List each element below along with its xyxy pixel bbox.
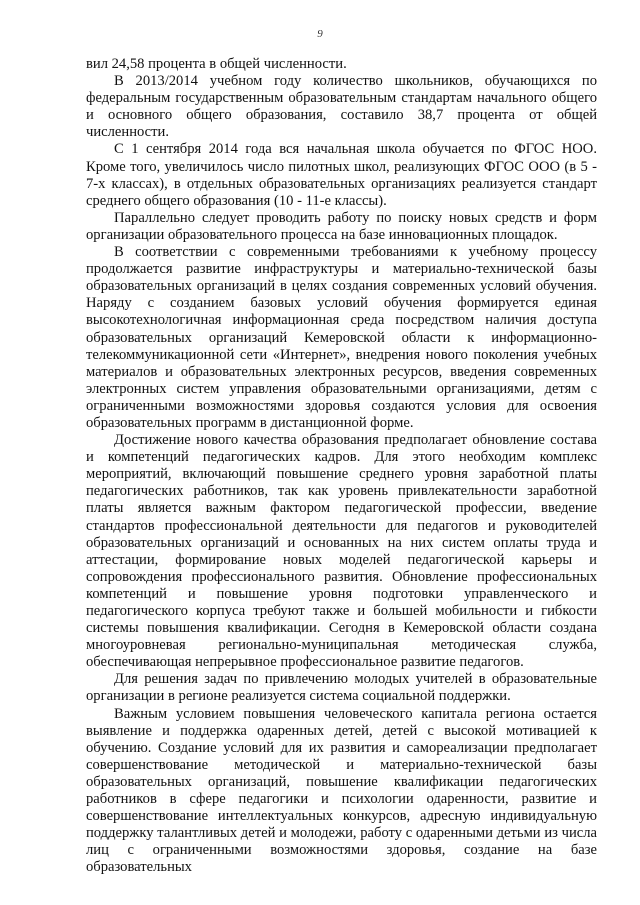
paragraph-5: В соответствии с современными требованиями к учебному процессу продолжается развитие инфраструктуры и материально-технической базы образовательных организаций в целях создания современных условий обучения. Наряду с созданием базовых условий обучения формируется единая высокотехнологичная информационная среда посредством наличия доступа образовательных организаций Кемеровской области к информационно-телекоммуникационной сети «Интернет», внедрения нового поколения учебных материалов и образовательных электронных ресурсов, введения современных электронных систем управления образовательными организациями, детям с ограниченными возможностями здоровья создаются условия для освоения образовательных программ в дистанционной форме. bbox=[86, 244, 597, 431]
paragraph-3: С 1 сентября 2014 года вся начальная школа обучается по ФГОС НОО. Кроме того, увеличилось число пилотных школ, реализующих ФГОС ООО (в 5 - 7-х классах), в отдельных образовательных организациях реализуется стандарт среднего общего образования (10 - 11-е классы). bbox=[86, 141, 597, 209]
paragraph-7: Для решения задач по привлечению молодых учителей в образовательные организации в регионе реализуется система социальной поддержки. bbox=[86, 671, 597, 705]
paragraph-6: Достижение нового качества образования предполагает обновление состава и компетенций педагогических кадров. Для этого необходим комплекс мероприятий, включающий повышение среднего уровня заработной платы педагогических работников, так как уровень привлекательности заработной платы является важным фактором педагогической профессии, введение стандартов профессиональной деятельности для педагогов и руководителей образовательных организаций и основанных на них систем оплаты труда и аттестации, формирование новых моделей педагогической карьеры и сопровождения профессионального развития. Обновление профессиональных компетенций и повышение уровня подготовки управленческого и педагогического корпуса требуют также и большей мобильности и гибкости системы повышения квалификации. Сегодня в Кемеровской области создана многоуровневая регионально-муниципальная методическая служба, обеспечивающая непрерывное профессиональное развитие педагогов. bbox=[86, 432, 597, 671]
paragraph-8: Важным условием повышения человеческого капитала региона остается выявление и поддержка одаренных детей, детей с высокой мотивацией к обучению. Создание условий для их развития и самореализации предполагает совершенствование методической и материально-технической базы образовательных организаций, повышение квалификации педагогических работников в сфере педагогики и психологии одаренности, развитие и совершенствование интеллектуальных конкурсов, адресную индивидуальную поддержку талантливых детей и молодежи, работу с одаренными детьми из числа лиц с ограниченными возможностями здоровья, создание на базе образовательных bbox=[86, 705, 597, 876]
page-number: 9 bbox=[317, 28, 323, 40]
paragraph-2: В 2013/2014 учебном году количество школьников, обучающихся по федеральным государственным образовательным стандартам начального общего и основного общего образования, составило 38,7 процента от общей численности. bbox=[86, 73, 597, 141]
body-text bbox=[86, 56, 597, 877]
paragraph-4: Параллельно следует проводить работу по поиску новых средств и форм организации образовательного процесса на базе инновационных площадок. bbox=[86, 209, 597, 243]
paragraph-1: вил 24,58 процента в общей численности. bbox=[86, 56, 347, 72]
